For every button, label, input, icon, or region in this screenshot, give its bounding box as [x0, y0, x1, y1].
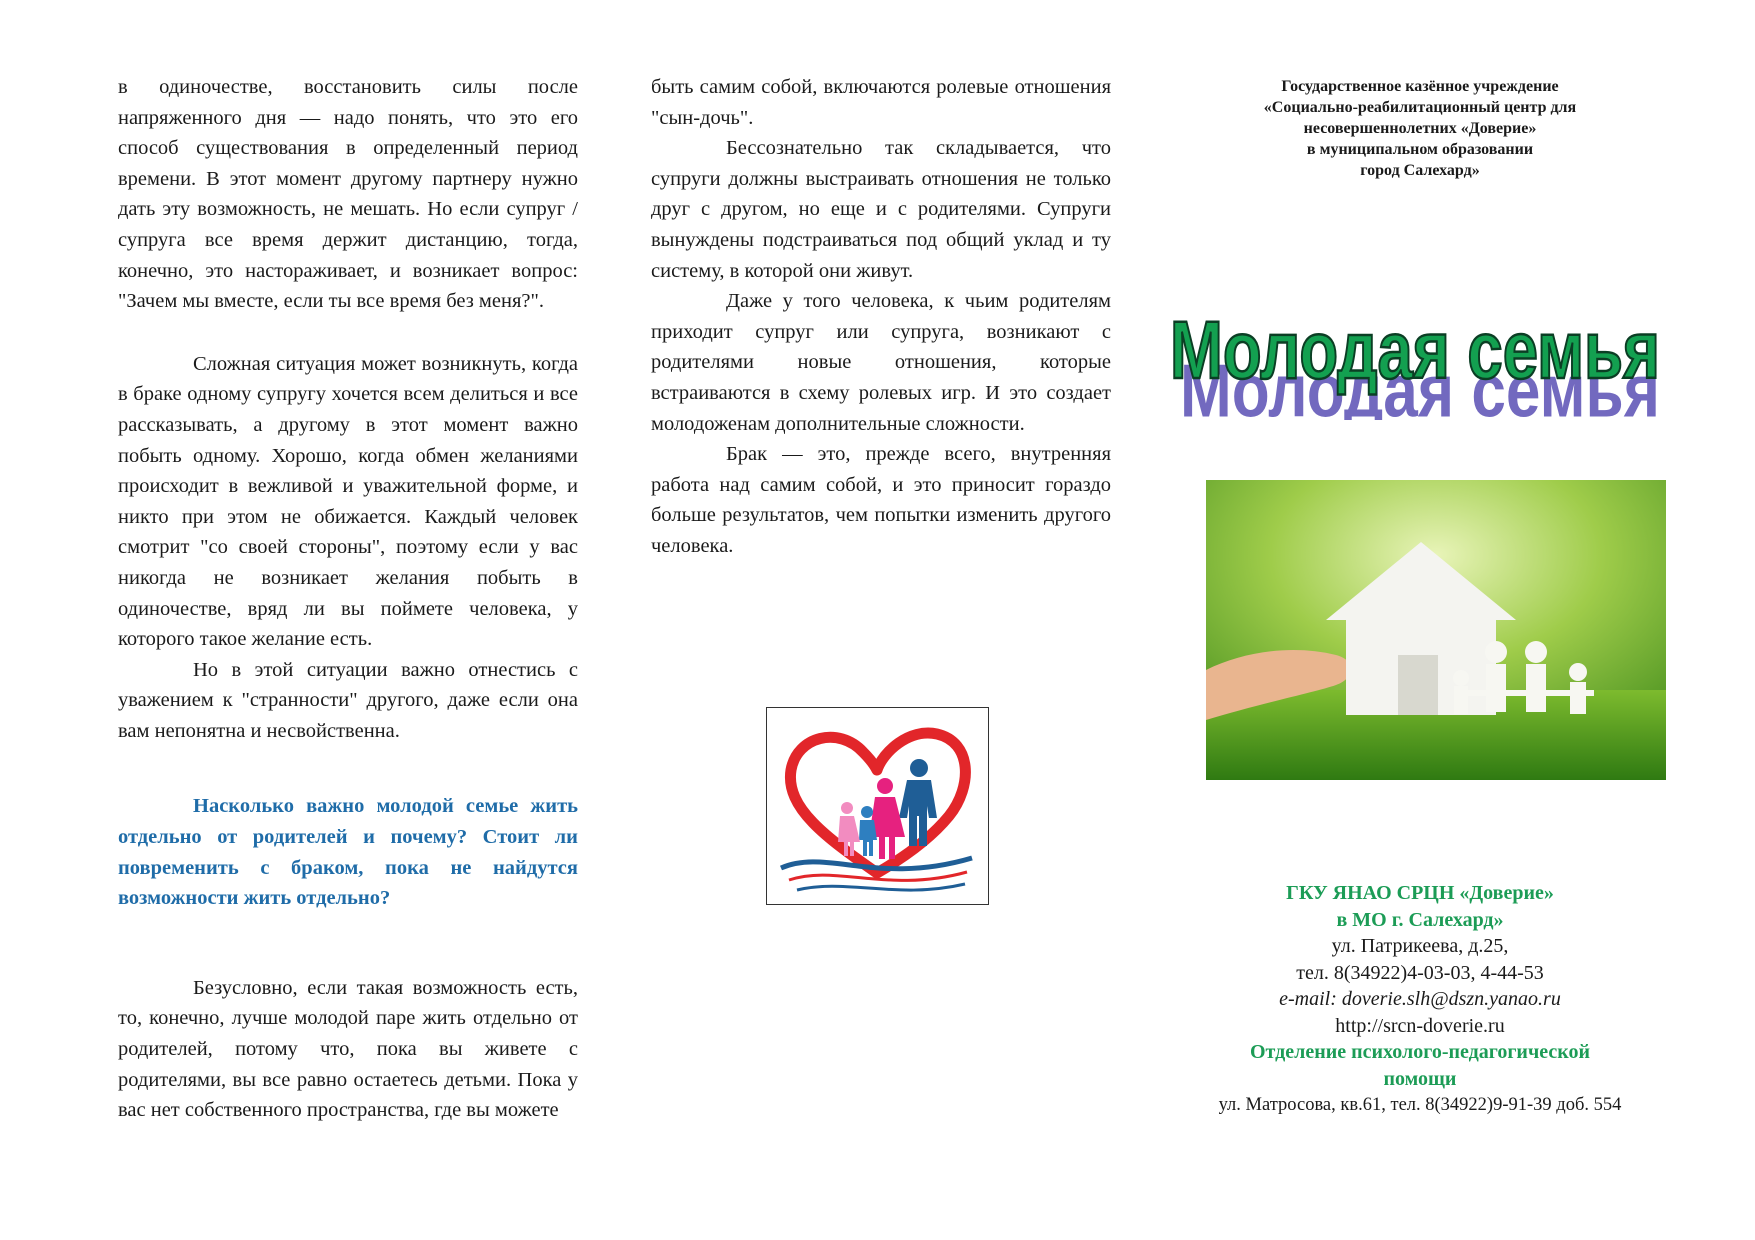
section-question: Насколько важно молодой семье жить отдельно от родителей и почему? Стоит ли повременить с браком, пока не найдутся возможности жить отдельно? [118, 795, 578, 910]
contact-phone: тел. 8(34922)4-03-03, 4-44-53 [1296, 961, 1544, 984]
organization-header [1170, 76, 1670, 181]
department-address: ул. Матросова, кв.61, тел. 8(34922)9-91-39 доб. 554 [1218, 1095, 1622, 1115]
paragraph: Но в этой ситуации важно отнестись с уважением к "странности" другого, даже если она вам непонятна и несвойственна. [118, 658, 578, 742]
contact-org-city: в МО г. Салехард» [1336, 908, 1504, 931]
org-line: город Салехард» [1360, 162, 1480, 179]
text-column-2 [651, 72, 1111, 562]
title-wordart-text: Молодая семья [1170, 305, 1660, 396]
brochure-title [1160, 290, 1680, 425]
department-name-cont: помощи [1383, 1067, 1457, 1090]
org-line: Государственное казённое учреждение [1281, 78, 1559, 95]
house-family-photo [1206, 480, 1666, 780]
contact-org-name: ГКУ ЯНАО СРЦН «Доверие» [1286, 882, 1554, 904]
paragraph: Сложная ситуация может возникнуть, когда в браке одному супругу хочется всем делиться и все рассказывать, а другому в этот момент важно побыть одному. Хорошо, когда обмен желаниями происходит в вежливой и уважительной форме, и никто при этом не обижается. Каждый человек смотрит "со своей стороны", поэтому если у вас никогда не возникает желания побыть в одиночестве, вряд ли вы поймете человека, у которого такое желание есть. [118, 352, 578, 651]
org-line: в муниципальном образовании [1306, 141, 1534, 158]
paragraph: Бессознательно так складывается, что супруги должны выстраивать отношения не только друг с другом, но еще и с родителями. Супруги вынуждены подстраиваться под общий уклад и ту систему, в которой они живут. [651, 137, 1111, 282]
org-line: несовершеннолетних «Доверие» [1303, 120, 1537, 137]
org-line: «Социально-реабилитационный центр для [1263, 99, 1577, 116]
paragraph: Безусловно, если такая возможность есть, то, конечно, лучше молодой паре жить отдельно от родителей, потому что, пока вы живете с родителями, вы все равно остаетесь детьми. Пока у вас нет собственного пространства, где вы можете [118, 976, 578, 1122]
family-heart-logo [766, 707, 989, 905]
paragraph: Даже у того человека, к чьим родителям приходит супруг или супруга, возникают с родителями новые отношения, которые встраиваются в схему ролевых игр. И это создает молодоженам дополнительные сложности. [651, 290, 1111, 435]
cover-panel [1170, 0, 1670, 1240]
text-column-1 [118, 72, 578, 1126]
contact-address: ул. Патрикеева, д.25, [1331, 935, 1509, 957]
title-wordart-shadow: Молодая семья [1180, 348, 1660, 420]
contact-block [1170, 880, 1670, 1119]
paragraph: в одиночестве, восстановить силы после напряженного дня — надо понять, что это его способ существования в определенный период времени. В этот момент другому партнеру нужно дать эту возможность, не мешать. Но если супруг /супруга все время держит дистанцию, тогда, конечно, это настораживает, и возникает вопрос: "Зачем мы вместе, если ты все время без меня?". [118, 76, 578, 313]
department-name: Отделение психолого-педагогической [1250, 1041, 1590, 1063]
contact-email[interactable]: e-mail: doverie.slh@dszn.yanao.ru [1279, 988, 1561, 1010]
contact-website[interactable]: http://srcn-doverie.ru [1335, 1014, 1505, 1037]
paragraph: Брак — это, прежде всего, внутренняя работа над самим собой, и это приносит гораздо больше результатов, чем попытки изменить другого человека. [651, 443, 1111, 557]
paragraph: быть самим собой, включаются ролевые отношения "сын-дочь". [651, 76, 1111, 129]
